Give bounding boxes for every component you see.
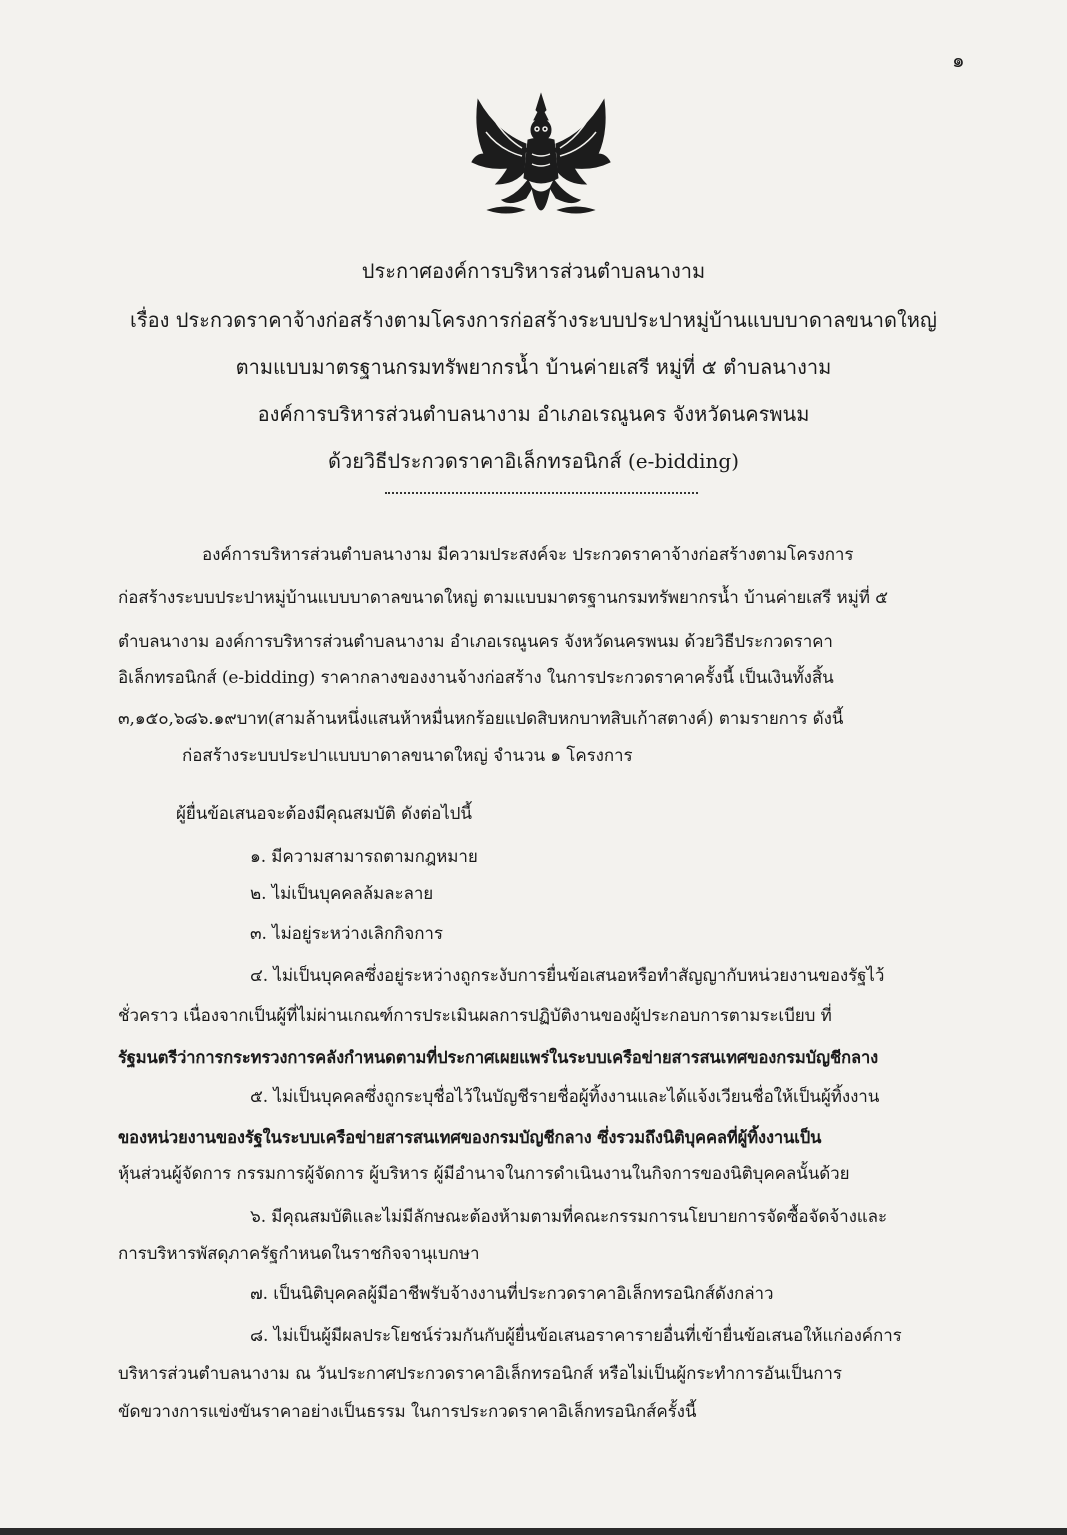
heading-line-1: ประกาศองค์การบริหารส่วนตำบลนางาม bbox=[361, 259, 706, 283]
intro-line: อิเล็กทรอนิกส์ (e-bidding) ราคากลางของงานจ้างก่อสร้าง ในการประกวดราคาครั้งนี้ เป็นเงินทั้งสิ้น bbox=[118, 668, 834, 688]
qualification-item: ๔. ไม่เป็นบุคคลซึ่งอยู่ระหว่างถูกระงับการยื่นข้อเสนอหรือทำสัญญากับหน่วยงานของรัฐไว้ bbox=[250, 966, 885, 986]
qualification-item: หุ้นส่วนผู้จัดการ กรรมการผู้จัดการ ผู้บริหาร ผู้มีอำนาจในการดำเนินงานในกิจการของนิติบุคคลนั้นด้วย bbox=[118, 1164, 850, 1184]
qualifications-heading: ผู้ยื่นข้อเสนอจะต้องมีคุณสมบัติ ดังต่อไปนี้ bbox=[176, 804, 472, 824]
qualification-item: ๓. ไม่อยู่ระหว่างเลิกกิจการ bbox=[250, 924, 443, 944]
qualification-item: ๑. มีความสามารถตามกฎหมาย bbox=[250, 847, 478, 867]
qualification-item: ๒. ไม่เป็นบุคคลล้มละลาย bbox=[250, 884, 434, 904]
qualification-item: บริหารส่วนตำบลนางาม ณ วันประกาศประกวดราคาอิเล็กทรอนิกส์ หรือไม่เป็นผู้กระทำการอันเป็นการ bbox=[118, 1364, 842, 1384]
qualification-item: ขัดขวางการแข่งขันราคาอย่างเป็นธรรม ในการประกวดราคาอิเล็กทรอนิกส์ครั้งนี้ bbox=[118, 1402, 697, 1422]
scan-edge bbox=[0, 1528, 1067, 1535]
intro-line: ก่อสร้างระบบประปาหมู่บ้านแบบบาดาลขนาดใหญ่ ตามแบบมาตรฐานกรมทรัพยากรน้ำ บ้านค่ายเสรี หมู่ที่ ๕ bbox=[118, 588, 888, 608]
qualification-item: ๘. ไม่เป็นผู้มีผลประโยชน์ร่วมกันกับผู้ยื่นข้อเสนอราคารายอื่นที่เข้ายื่นข้อเสนอให้แก่องค์การ bbox=[250, 1326, 902, 1346]
intro-line: ๓,๑๕๐,๖๘๖.๑๙บาท(สามล้านหนึ่งแสนห้าหมื่นหกร้อยแปดสิบหกบาทสิบเก้าสตางค์) ตามรายการ ดังนี้ bbox=[118, 709, 844, 729]
garuda-emblem-icon bbox=[466, 92, 616, 234]
heading-line-5: ด้วยวิธีประกวดราคาอิเล็กทรอนิกส์ (e-bidding) bbox=[327, 449, 740, 473]
qualification-item: ๗. เป็นนิติบุคคลผู้มีอาชีพรับจ้างงานที่ประกวดราคาอิเล็กทรอนิกส์ดังกล่าว bbox=[250, 1284, 774, 1304]
qualification-item: ๕. ไม่เป็นบุคคลซึ่งถูกระบุชื่อไว้ในบัญชีรายชื่อผู้ทิ้งงานและได้แจ้งเวียนชื่อให้เป็นผู้ทิ้งงาน bbox=[250, 1087, 880, 1107]
heading-line-3: ตามแบบมาตรฐานกรมทรัพยากรน้ำ บ้านค่ายเสรี หมู่ที่ ๕ ตำบลนางาม bbox=[235, 355, 832, 379]
heading-line-4: องค์การบริหารส่วนตำบลนางาม อำเภอเรณูนคร จังหวัดนครพนม bbox=[257, 402, 810, 426]
heading-divider bbox=[385, 492, 698, 494]
intro-line: องค์การบริหารส่วนตำบลนางาม มีความประสงค์จะ ประกวดราคาจ้างก่อสร้างตามโครงการ bbox=[202, 545, 854, 565]
qualification-item: ของหน่วยงานของรัฐในระบบเครือข่ายสารสนเทศของกรมบัญชีกลาง ซึ่งรวมถึงนิติบุคคลที่ผู้ทิ้งงานเป็น bbox=[118, 1128, 822, 1147]
heading-line-2: เรื่อง ประกวดราคาจ้างก่อสร้างตามโครงการก่อสร้างระบบประปาหมู่บ้านแบบบาดาลขนาดใหญ่ bbox=[130, 308, 937, 332]
qualification-item: การบริหารพัสดุภาครัฐกำหนดในราชกิจจานุเบกษา bbox=[118, 1244, 480, 1264]
intro-line: ตำบลนางาม องค์การบริหารส่วนตำบลนางาม อำเภอเรณูนคร จังหวัดนครพนม ด้วยวิธีประกวดราคา bbox=[118, 632, 833, 652]
intro-line: ก่อสร้างระบบประปาแบบบาดาลขนาดใหญ่ จำนวน ๑ โครงการ bbox=[182, 746, 633, 766]
qualification-item: รัฐมนตรีว่าการกระทรวงการคลังกำหนดตามที่ประกาศเผยแพร่ในระบบเครือข่ายสารสนเทศของกรมบัญชีกลาง bbox=[118, 1048, 879, 1067]
qualification-item: ๖. มีคุณสมบัติและไม่มีลักษณะต้องห้ามตามที่คณะกรรมการนโยบายการจัดซื้อจัดจ้างและ bbox=[250, 1207, 888, 1227]
qualification-item: ชั่วคราว เนื่องจากเป็นผู้ที่ไม่ผ่านเกณฑ์การประเมินผลการปฏิบัติงานของผู้ประกอบการตามระเบียบ ที่ bbox=[118, 1006, 832, 1026]
page-number: ๑ bbox=[952, 48, 965, 72]
